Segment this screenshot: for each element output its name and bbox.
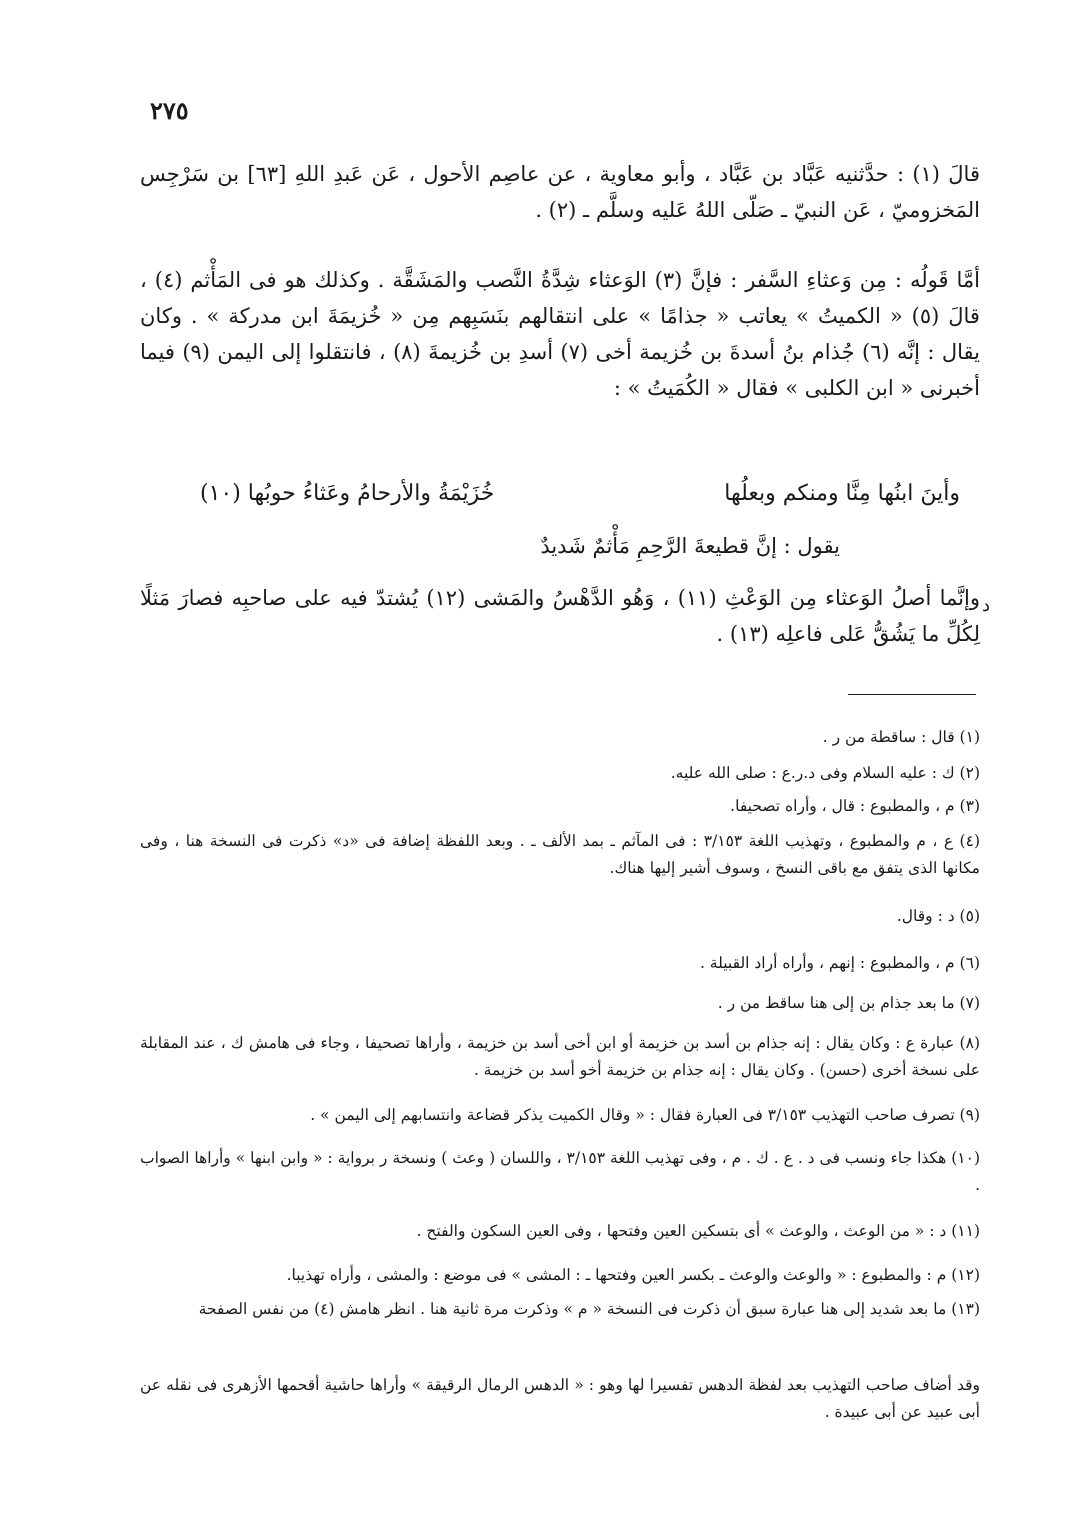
footnote-13: (١٣) ما بعد شديد إلى هنا عبارة سبق أن ذكرت فى النسخة « م » وذكرت مرة ثانية هنا . انظر هامش (٤) من نفس الصفحة (198, 1300, 980, 1318)
footnote-separator (848, 694, 976, 695)
footnote-11: (١١) د : « من الوعث ، والوعث » أى بتسكين العين وفتحها ، وفى العين السكون والفتح . (416, 1222, 980, 1240)
main-paragraph-3 (140, 528, 840, 564)
footnote-9: (٩) تصرف صاحب التهذيب ٣/١٥٣ فى العبارة فقال : « وقال الكميت يذكر قضاعة وانتسابهم إلى اليمن » . (310, 1106, 980, 1124)
main-paragraph-4 (140, 580, 980, 652)
footnote-5: (٥) د : وقال. (896, 907, 980, 925)
footnote-6: (٦) م ، والمطبوع : إنهم ، وأراه أراد القبيلة . (699, 954, 980, 972)
footnote-7: (٧) ما بعد جذام بن إلى هنا ساقط من ر . (717, 994, 980, 1012)
explanation-text: يقول : إنَّ قطيعةَ الرَّحِمِ مَأْثمٌ شَديدٌ (540, 534, 840, 558)
footnote-12: (١٢) م : والمطبوع : « والوعث والوعث ـ بكسر العين وفتحها ـ : المشى » فى موضع : والمشى ، وأراه تهذيبا. (286, 1266, 980, 1284)
main-paragraph-1 (140, 156, 980, 228)
trailing-note: وقد أضاف صاحب التهذيب بعد لفظة الدهس تفسيرا لها وهو : « الدهس الرمال الرقيقة » وأراها حاشية أقحمها الأزهرى فى نقله عن أبى عبيد عن أبى عبيدة . (140, 1376, 980, 1421)
footnote-10: (١٠) هكذا جاء ونسب فى د . ع . ك . م ، وفى تهذيب اللغة ٣/١٥٣ ، واللسان ( وعث ) ونسخة ر برواية : « وابن ابنها » وأراها الصواب . (140, 1149, 980, 1194)
footnote-8: (٨) عبارة ع : وكان يقال : إنه جذام بن أسد بن خزيمة أو ابن أخى أسد بن خزيمة ، وأراها تصحيفا ، وجاء فى هامش ك ، عند المقابلة على نسخة أخرى (حسن) . وكان يقال : إنه جذام بن خزيمة أخو أسد بن خزيمة . (140, 1034, 980, 1079)
main-paragraph-2 (140, 262, 980, 406)
verse-second-hemistich: خُزَيْمَةُ والأرحامُ وعَثاءُ حوبُها (١٠) (200, 481, 495, 506)
margin-mark: د (982, 595, 991, 616)
footnote-4: (٤) ع ، م والمطبوع ، وتهذيب اللغة ٣/١٥٣ : فى المآثم ـ بمد الألف ـ . وبعد اللفظة إضافة فى «د» ذكرت فى النسخة هنا ، وفى مكانها الذى يتفق مع باقى النسخ ، وسوف أشير إليها هناك. (140, 832, 980, 877)
footnote-1: (١) قال : ساقطة من ر . (822, 728, 980, 746)
footnote-3: (٣) م ، والمطبوع : قال ، وأراه تصحيفا. (730, 797, 980, 815)
isnad-text: قالَ (١) : حدَّثنيه عَبَّاد بن عَبَّاد ، وأبو معاوية ، عن عاصِم الأحول ، عَن عَبدِ اللهِ [٦٣] بن سَرْجِس المَخزوميّ ، عَن النبيّ ـ صَلّى اللهُ عَليه وسلَّم ـ (٢) . (140, 162, 980, 222)
commentary-text: أمَّا قَولُه : مِن وَعثاءِ السَّفر : فإنَّ (٣) الوَعثاء شِدَّةُ النَّصب والمَشَقَّة . وكذلك هو فى المَأْثم (٤) ، قالَ (٥) « الكميتُ » يعاتب « جذامًا » على انتقالهم بنَسَبِهم مِن « خُزيمَةَ ابن مدركة » . وكان يقال : إنَّه (٦) جُذام بنُ أسدةَ بن خُزيمة أخى (٧) أسدِ بن خُزيمةَ (٨) ، فانتقلوا إلى اليمن (٩) فيما أخبرنى « ابن الكلبى » فقال « الكُمَيتُ » : (140, 268, 980, 400)
page-number: ٢٧٥ (150, 96, 189, 125)
definition-text: وإنَّما أصلُ الوَعثاء مِن الوَعْثِ (١١) ، وَهُو الدَّهْسُ والمَشى (١٢) يُشتدّ فيه على صاحبِه فصارَ مَثلًا لِكُلِّ ما يَشُقُّ عَلى فاعلِه (١٣) . (140, 586, 981, 646)
footnote-2: (٢) ك : عليه السلام وفى د.ر.ع : صلى الله عليه. (670, 764, 980, 782)
verse-first-hemistich: وأينَ ابنُها مِنَّا ومنكم وبعلُها (724, 481, 960, 506)
